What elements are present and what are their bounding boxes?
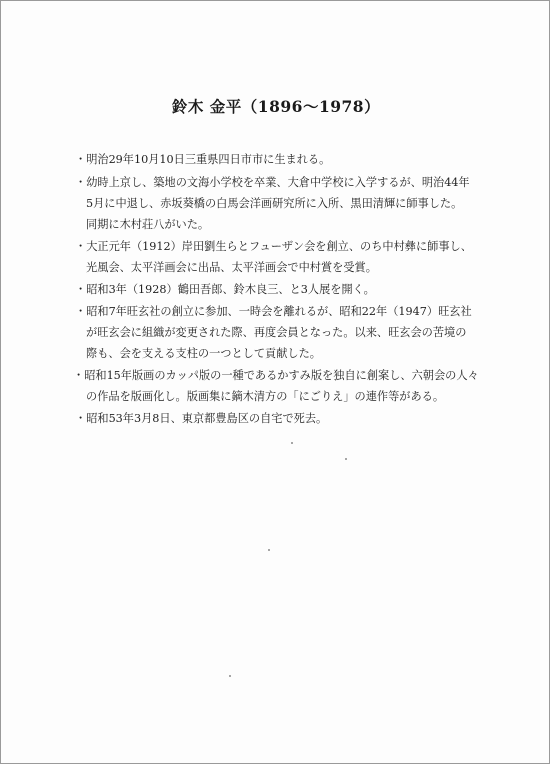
biography-line: 同期に木村荘八がいた。 (86, 218, 210, 231)
scan-speck (229, 675, 231, 677)
biography-line: 光風会、太平洋画会に出品、太平洋画会で中村賞を受賞。 (86, 261, 377, 274)
page-title: 鈴木 金平（1896〜1978） (171, 97, 381, 116)
biography-line: ・昭和53年3月8日、東京都豊島区の自宅で死去。 (75, 412, 328, 425)
biography-line: 際も、会を支える支柱の一つとして貢献した。 (86, 347, 321, 360)
biography-line: ・明治29年10月10日三重県四日市市に生まれる。 (75, 153, 331, 166)
biography-line: の作品を版画化し。版画集に鏑木清方の「にごりえ」の連作等がある。 (86, 390, 445, 403)
scan-speck (345, 458, 347, 460)
biography-line: ・昭和7年旺玄社の創立に参加、一時会を離れるが、昭和22年（1947）旺玄社 (75, 305, 472, 318)
scan-speck (291, 442, 293, 444)
biography-line: ・昭和3年（1928）鶴田吾郎、鈴木良三、と3人展を開く。 (75, 283, 375, 296)
biography-line: ・幼時上京し、築地の文海小学校を卒業、大倉中学校に入学するが、明治44年 (75, 176, 470, 189)
biography-line: 5月に中退し、赤坂葵橋の白馬会洋画研究所に入所、黒田清輝に師事した。 (86, 197, 463, 210)
scan-speck (268, 549, 270, 551)
biography-list (1, 1, 550, 765)
biography-line: ・大正元年（1912）岸田劉生らとフューザン会を創立、のち中村彝に師事し、 (75, 240, 472, 253)
biography-line: ・昭和15年版画のカッパ版の一種であるかすみ版を独自に創案し、六朝会の人々 (73, 369, 479, 382)
biography-line: が旺玄会に組織が変更された際、再度会員となった。以来、旺玄会の苦境の (86, 326, 467, 339)
